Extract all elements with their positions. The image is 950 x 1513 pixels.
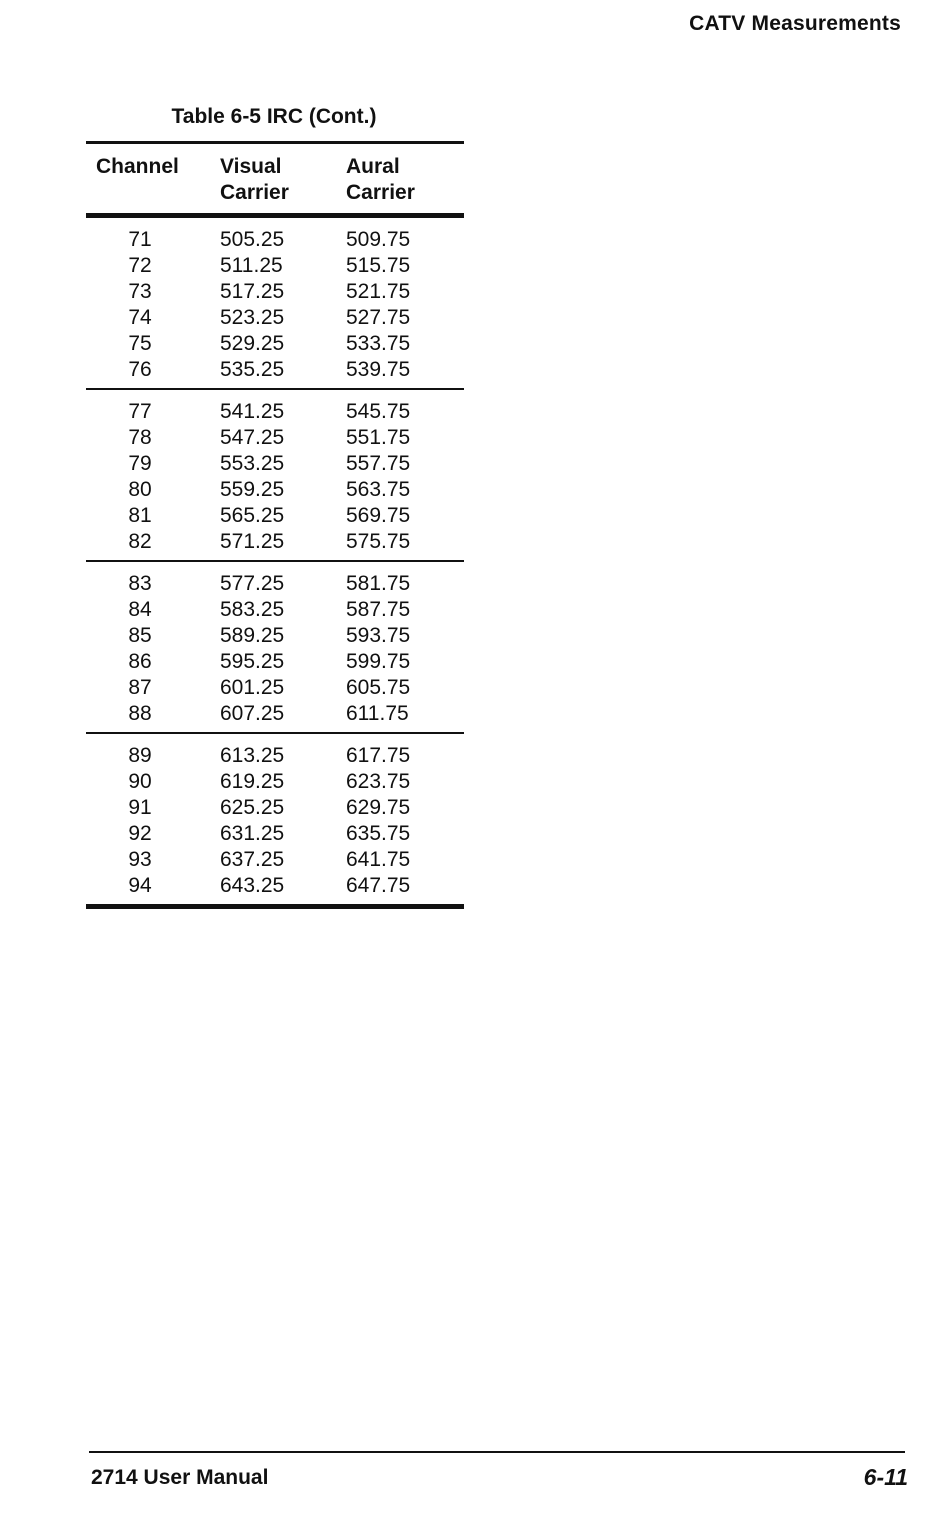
table-row [86, 529, 464, 555]
visual-carrier-cell: 589.25 [220, 624, 285, 647]
visual-carrier-cell: 601.25 [220, 676, 285, 699]
channel-cell: 91 [128, 796, 152, 819]
table-row [86, 571, 464, 597]
footer-page-number: 6-11 [863, 1464, 908, 1490]
column-header-aural-carrier [346, 154, 464, 213]
channel-cell: 93 [128, 848, 152, 871]
channel-cell: 89 [128, 744, 152, 767]
aural-carrier-cell: 557.75 [346, 452, 411, 475]
visual-carrier-cell: 547.25 [220, 426, 285, 449]
channel-cell: 92 [128, 822, 152, 845]
table-row [86, 477, 464, 503]
channel-cell: 83 [128, 572, 152, 595]
channel-cell: 86 [128, 650, 152, 673]
aural-carrier-cell: 521.75 [346, 280, 411, 303]
aural-carrier-cell: 515.75 [346, 254, 411, 277]
channel-cell: 76 [128, 358, 152, 381]
table-row [86, 305, 464, 331]
table-header-row [86, 144, 464, 213]
channel-cell: 94 [128, 874, 152, 897]
table-row [86, 399, 464, 425]
table-row [86, 675, 464, 701]
table-row [86, 649, 464, 675]
table-row [86, 331, 464, 357]
visual-carrier-cell: 613.25 [220, 744, 285, 767]
aural-carrier-cell: 509.75 [346, 228, 411, 251]
visual-carrier-cell: 625.25 [220, 796, 285, 819]
visual-carrier-cell: 631.25 [220, 822, 285, 845]
table-row [86, 357, 464, 383]
column-header-visual-line2: Carrier [220, 181, 289, 204]
table-caption: Table 6-5 IRC (Cont.) [171, 105, 377, 128]
table-row [86, 873, 464, 899]
column-header-channel: Channel [96, 155, 179, 178]
table-row [86, 701, 464, 727]
running-head: CATV Measurements [689, 12, 901, 35]
aural-carrier-cell: 647.75 [346, 874, 411, 897]
aural-carrier-cell: 545.75 [346, 400, 411, 423]
aural-carrier-cell: 581.75 [346, 572, 411, 595]
aural-carrier-cell: 551.75 [346, 426, 411, 449]
table-row [86, 253, 464, 279]
visual-carrier-cell: 553.25 [220, 452, 285, 475]
table-row [86, 451, 464, 477]
aural-carrier-cell: 587.75 [346, 598, 411, 621]
channel-cell: 85 [128, 624, 152, 647]
channel-cell: 73 [128, 280, 152, 303]
aural-carrier-cell: 569.75 [346, 504, 411, 527]
visual-carrier-cell: 595.25 [220, 650, 285, 673]
channel-cell: 88 [128, 702, 152, 725]
channel-cell: 90 [128, 770, 152, 793]
channel-cell: 72 [128, 254, 152, 277]
table-row [86, 743, 464, 769]
visual-carrier-cell: 541.25 [220, 400, 285, 423]
channel-cell: 79 [128, 452, 152, 475]
visual-carrier-cell: 577.25 [220, 572, 285, 595]
table-body [86, 218, 464, 904]
visual-carrier-cell: 523.25 [220, 306, 285, 329]
visual-carrier-cell: 637.25 [220, 848, 285, 871]
visual-carrier-cell: 565.25 [220, 504, 285, 527]
visual-carrier-cell: 535.25 [220, 358, 285, 381]
table-row [86, 795, 464, 821]
footer-rule [89, 1451, 905, 1453]
channel-cell: 81 [128, 504, 152, 527]
table-row [86, 847, 464, 873]
aural-carrier-cell: 617.75 [346, 744, 411, 767]
visual-carrier-cell: 511.25 [220, 254, 283, 277]
table-row-group [86, 218, 464, 388]
visual-carrier-cell: 571.25 [220, 530, 285, 553]
column-header-visual-line1: Visual [220, 155, 282, 178]
footer-manual-title: 2714 User Manual [91, 1466, 269, 1489]
aural-carrier-cell: 641.75 [346, 848, 411, 871]
visual-carrier-cell: 619.25 [220, 770, 285, 793]
channel-cell: 80 [128, 478, 152, 501]
visual-carrier-cell: 559.25 [220, 478, 285, 501]
visual-carrier-cell: 529.25 [220, 332, 285, 355]
aural-carrier-cell: 635.75 [346, 822, 411, 845]
column-header-aural-line2: Carrier [346, 181, 415, 204]
table-row [86, 623, 464, 649]
channel-cell: 84 [128, 598, 152, 621]
table-row-group [86, 390, 464, 560]
table-row [86, 227, 464, 253]
aural-carrier-cell: 611.75 [346, 702, 409, 725]
table-row [86, 279, 464, 305]
aural-carrier-cell: 623.75 [346, 770, 411, 793]
table-row [86, 503, 464, 529]
channel-cell: 77 [128, 400, 152, 423]
aural-carrier-cell: 539.75 [346, 358, 411, 381]
table-row [86, 597, 464, 623]
table-row-group [86, 734, 464, 904]
aural-carrier-cell: 563.75 [346, 478, 411, 501]
table-row [86, 425, 464, 451]
visual-carrier-cell: 505.25 [220, 228, 285, 251]
aural-carrier-cell: 593.75 [346, 624, 411, 647]
column-header-visual-carrier [220, 154, 346, 213]
channel-cell: 75 [128, 332, 152, 355]
channel-cell: 71 [128, 228, 152, 251]
aural-carrier-cell: 605.75 [346, 676, 411, 699]
aural-carrier-cell: 533.75 [346, 332, 411, 355]
visual-carrier-cell: 607.25 [220, 702, 285, 725]
channel-cell: 74 [128, 306, 152, 329]
channel-table [86, 141, 464, 909]
visual-carrier-cell: 643.25 [220, 874, 285, 897]
column-header-aural-line1: Aural [346, 155, 400, 178]
aural-carrier-cell: 575.75 [346, 530, 411, 553]
aural-carrier-cell: 599.75 [346, 650, 411, 673]
visual-carrier-cell: 517.25 [220, 280, 285, 303]
visual-carrier-cell: 583.25 [220, 598, 285, 621]
channel-cell: 82 [128, 530, 152, 553]
table-row [86, 821, 464, 847]
table-row-group [86, 562, 464, 732]
aural-carrier-cell: 629.75 [346, 796, 411, 819]
table-bottom-rule [86, 904, 464, 909]
table-row [86, 769, 464, 795]
channel-cell: 87 [128, 676, 152, 699]
channel-cell: 78 [128, 426, 152, 449]
aural-carrier-cell: 527.75 [346, 306, 411, 329]
